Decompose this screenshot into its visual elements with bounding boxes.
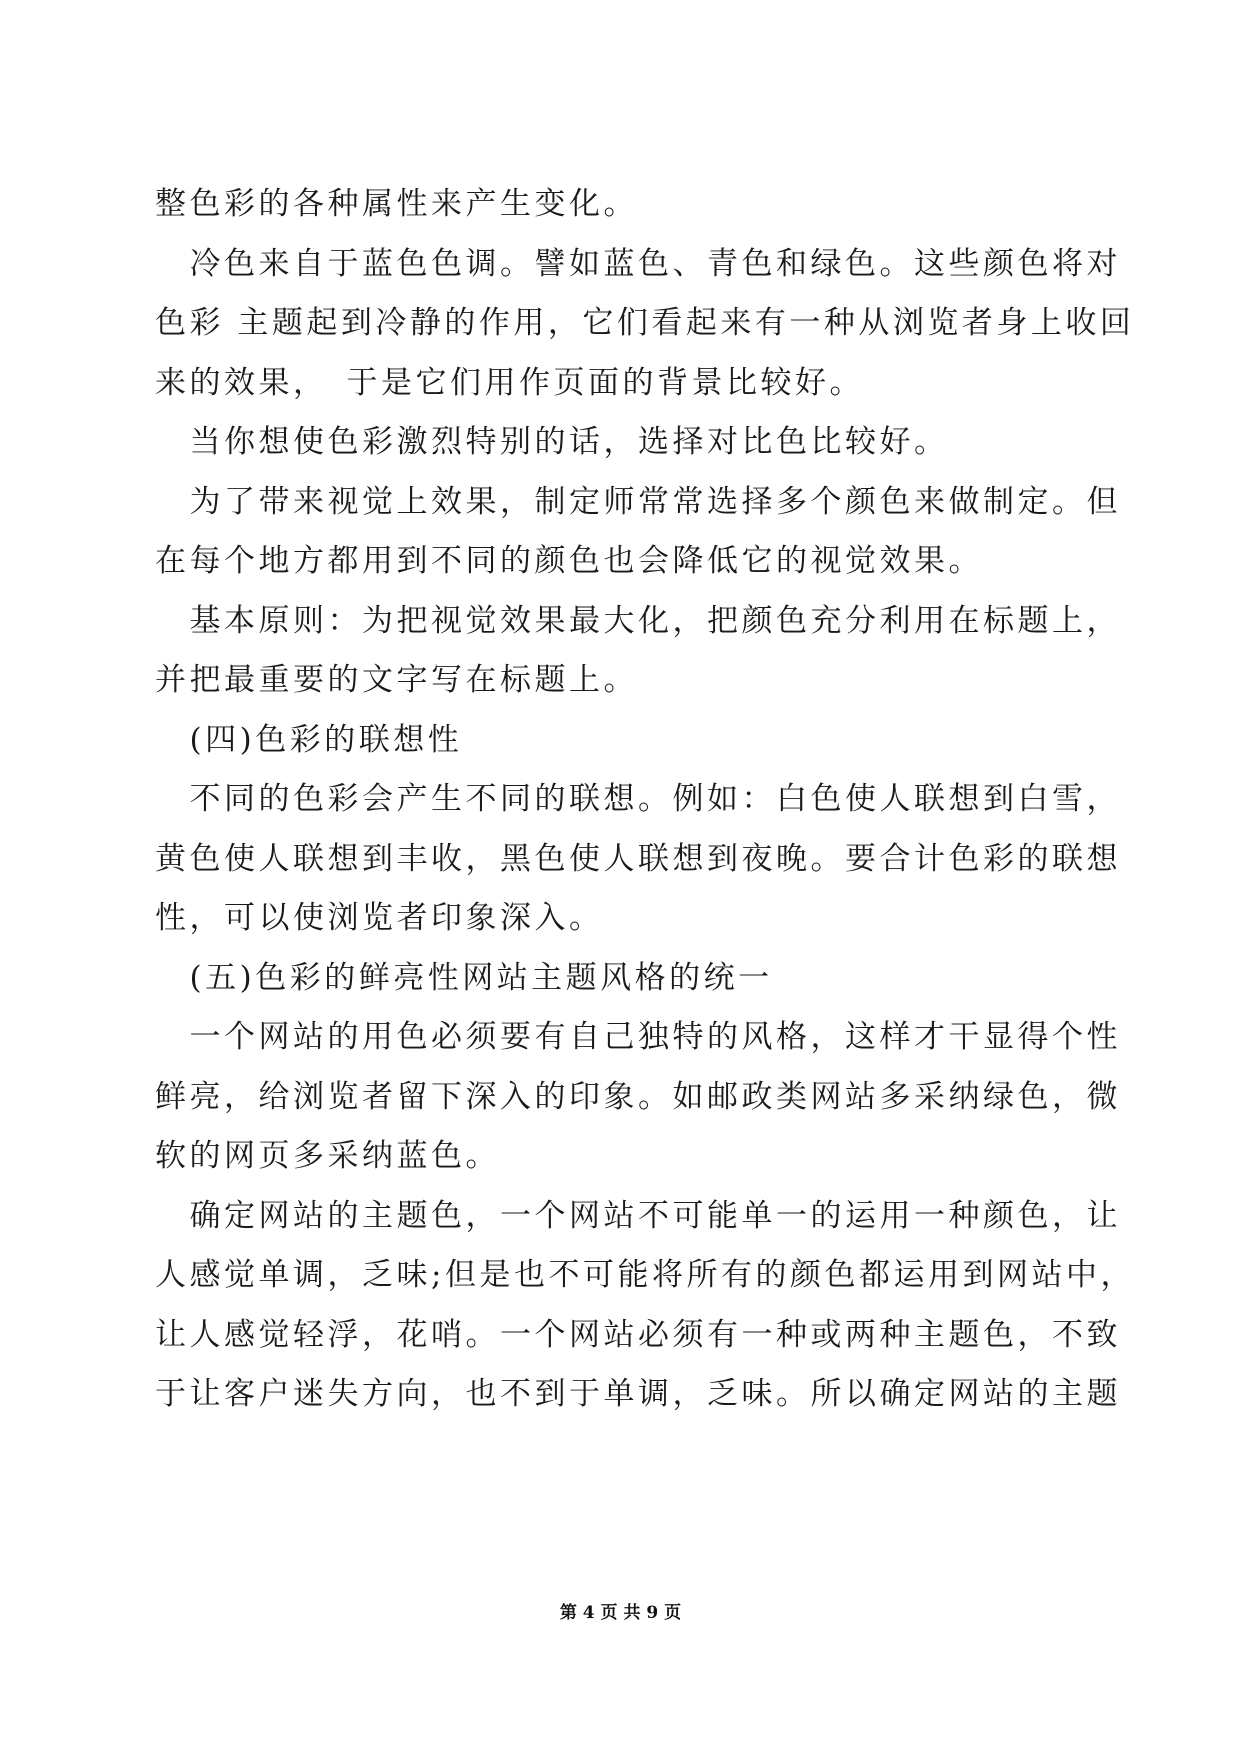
text-line: 冷色来自于蓝色色调。譬如蓝色、青色和绿色。这些颜色将对: [155, 245, 1121, 282]
text-line: 在每个地方都用到不同的颜色也会降低它的视觉效果。: [155, 543, 983, 579]
text-line: 性，可以使浏览者印象深入。: [155, 900, 604, 936]
page-number: 第 4 页 共 9 页: [559, 1603, 682, 1623]
text-line: 让人感觉轻浮，花哨。一个网站必须有一种或两种主题色，不致: [155, 1316, 1121, 1353]
document-body: [155, 175, 1135, 1425]
text-line: 人感觉单调，乏味;但是也不可能将所有的颜色都运用到网站中，: [155, 1257, 1135, 1293]
text-line: 整色彩的各种属性来产生变化。: [155, 186, 638, 222]
text-line: 色彩 主题起到冷静的作用，它们看起来有一种从浏览者身上收回: [155, 305, 1135, 341]
text-line: 一个网站的用色必须要有自己独特的风格，这样才干显得个性: [155, 1019, 1121, 1055]
text-line: 确定网站的主题色，一个网站不可能单一的运用一种颜色，让: [155, 1197, 1121, 1234]
text-line: 软的网页多采纳蓝色。: [155, 1138, 500, 1174]
text-line: 于让客户迷失方向，也不到于单调，乏味。所以确定网站的主题: [155, 1376, 1121, 1412]
text-line: 黄色使人联想到丰收，黑色使人联想到夜晚。要合计色彩的联想: [155, 840, 1121, 877]
section-heading: (五)色彩的鲜亮性网站主题风格的统一: [155, 959, 773, 996]
text-line: 基本原则：为把视觉效果最大化，把颜色充分利用在标题上，: [155, 602, 1121, 639]
text-line: 鲜亮，给浏览者留下深入的印象。如邮政类网站多采纳绿色，微: [155, 1078, 1121, 1115]
text-line: 当你想使色彩激烈特别的话，选择对比色比较好。: [155, 424, 949, 460]
text-line: 不同的色彩会产生不同的联想。例如：白色使人联想到白雪，: [155, 781, 1121, 817]
text-line: 来的效果， 于是它们用作页面的背景比较好。: [155, 364, 864, 401]
text-line: 为了带来视觉上效果，制定师常常选择多个颜色来做制定。但: [155, 483, 1121, 520]
text-line: 并把最重要的文字写在标题上。: [155, 662, 638, 698]
page-footer: [0, 1598, 1241, 1623]
section-heading: (四)色彩的联想性: [155, 721, 463, 758]
